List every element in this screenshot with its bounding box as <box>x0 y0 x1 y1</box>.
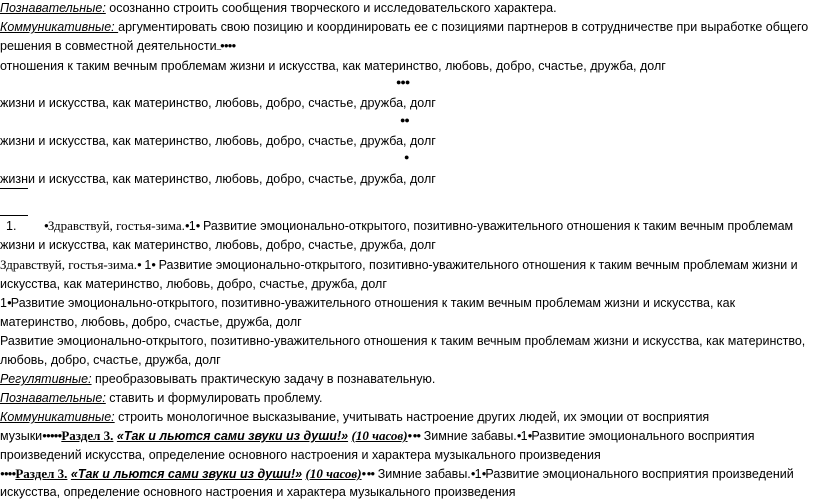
text-line: Познавательные: ставить и формулировать проблему. <box>0 391 323 405</box>
bullet-dots: ●●● <box>396 77 410 87</box>
label-cognitive: Познавательные: <box>0 391 106 405</box>
label-regulatory: Регулятивные: <box>0 372 92 386</box>
text-line: 1●Развитие эмоционально-открытого, позитивно-уважительного отношения к таким вечным проблемам жизни и искусства, как <box>0 296 736 310</box>
text-line: отношения к таким вечным проблемам жизни и искусства, как материнство, любовь, добро, счастье, дружба, долг <box>0 59 666 73</box>
section-title: Раздел 3. <box>15 466 68 481</box>
text-line: жизни и искусства, как материнство, любовь, добро, счастье, дружба, долг <box>0 96 436 110</box>
section-title: Раздел 3. <box>61 428 114 443</box>
bullet-dots: ●● <box>400 115 409 125</box>
text-line: жизни и искусства, как материнство, любовь, добро, счастье, дружба, долг <box>0 134 436 148</box>
text-line: Здравствуй, гостья-зима.● 1● Развитие эмоционально-открытого, позитивно-уважительного отношения к таким вечным проблемам жизни и <box>0 257 798 272</box>
text-line: Регулятивные: преобразовывать практическую задачу в познавательную. <box>0 372 436 386</box>
text-line: материнство, любовь, добро, счастье, дружба, долг <box>0 315 302 329</box>
list-item: 1. ●Здравствуй, гостья-зима.●1● Развитие эмоционально-открытого, позитивно-уважительного отношения к таким вечным проблемам <box>6 218 794 233</box>
section-heading-line: ●●●●Раздел 3. «Так и льются сами звуки из души!» (10 часов)● ●● Зимние забавы.●1●Развитие эмоционального восприятия произведений <box>0 466 794 481</box>
label-cognitive: Познавательные: <box>0 1 106 15</box>
text-line: Познавательные: осознанно строить сообщения творческого и исследовательского характера. <box>0 1 557 15</box>
text-line: жизни и искусства, как материнство, любовь, добро, счастье, дружба, долг <box>0 172 436 186</box>
bullet-dots: ● <box>404 152 409 162</box>
text-line: искусства, определение основного настроения и характера музыкального произведения <box>0 485 516 499</box>
text-line: решения в совместной деятельности_●●●● <box>0 39 236 53</box>
section-heading-line: музыки●●●●●Раздел 3. «Так и льются сами звуки из души!» (10 часов)● ●● Зимние забавы.●1●Развитие эмоционального восприятия <box>0 428 755 443</box>
text-line: Развитие эмоционально-открытого, позитивно-уважительного отношения к таким вечным проблемам жизни и искусства, как материнство, <box>0 334 806 348</box>
text-line: Коммуникативные: строить монологичное высказывание, учитывать настроение других людей, их эмоции от восприятия <box>0 410 710 424</box>
label-communicative: Коммуникативные: <box>0 20 119 34</box>
bullet-dots: _●●●● <box>216 41 236 50</box>
divider <box>0 215 28 216</box>
text-line: произведений искусства, определение основного настроения и характера музыкального произведения <box>0 448 601 462</box>
text-line: жизни и искусства, как материнство, любовь, добро, счастье, дружба, долг <box>0 238 436 252</box>
text-line: любовь, добро, счастье, дружба, долг <box>0 353 221 367</box>
label-communicative: Коммуникативные: <box>0 410 115 424</box>
text-line: Коммуникативные: аргументировать свою позицию и координировать ее с позициями партнеров в сотрудничестве при выработке общего <box>0 20 809 34</box>
text-line: искусства, как материнство, любовь, добро, счастье, дружба, долг <box>0 277 387 291</box>
divider <box>0 188 28 189</box>
